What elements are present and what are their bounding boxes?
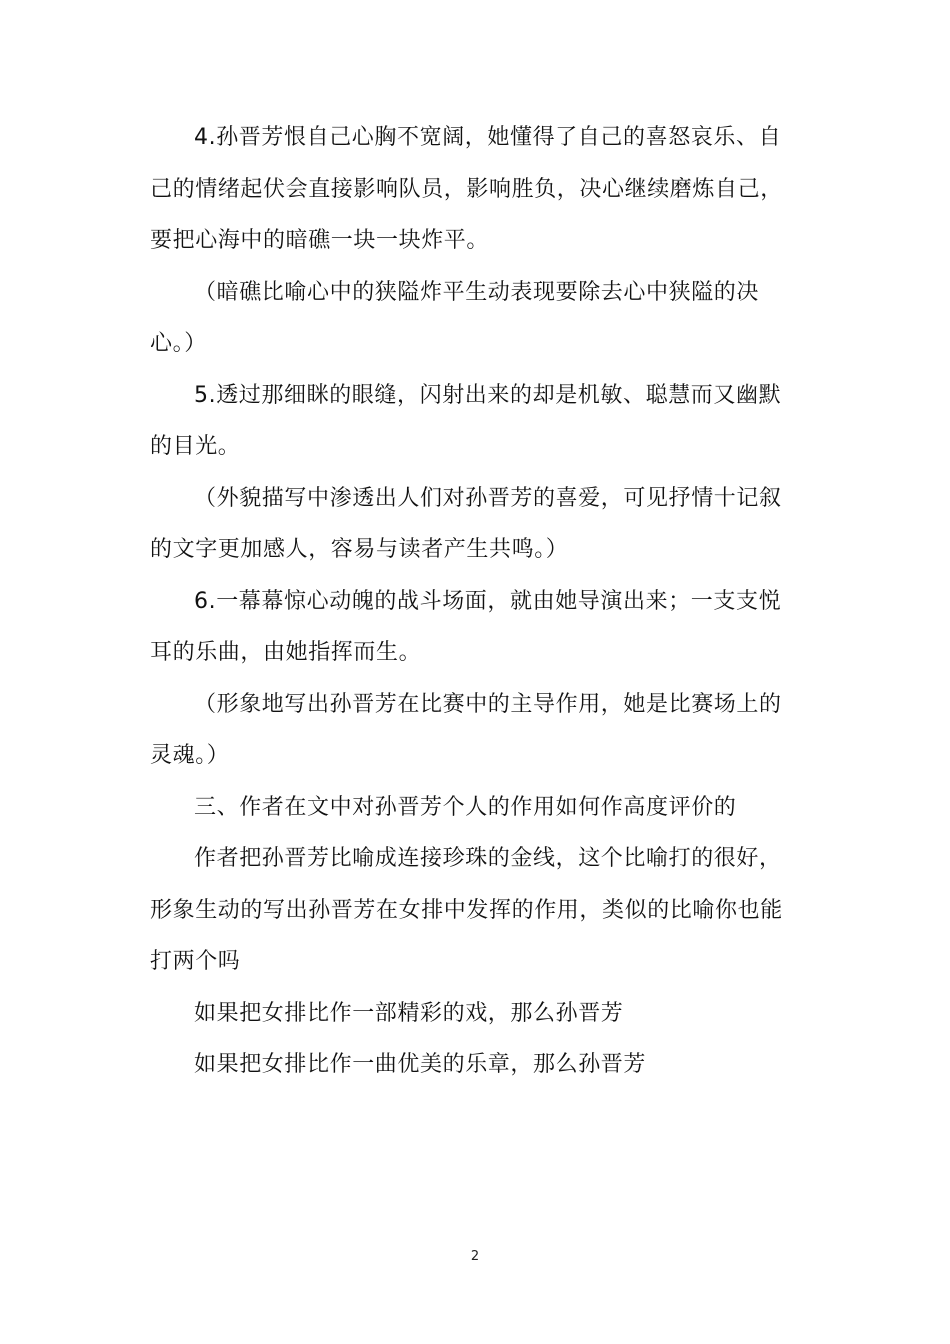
paragraph-question: 作者把孙晋芳比喻成连接珍珠的金线，这个比喻打的很好，形象生动的写出孙晋芳在女排中发挥的作用，类似的比喻你也能打两个吗 — [150, 846, 783, 974]
document-body — [150, 112, 800, 1091]
paragraph-item-4: 4.孙晋芳恨自己心胸不宽阔，她懂得了自己的喜怒哀乐、自己的情绪起伏会直接影响队员，影响胜负，决心继续磨炼自己，要把心海中的暗礁一块一块炸平。 — [150, 125, 783, 253]
paragraph-annotation-5: （外貌描写中渗透出人们对孙晋芳的喜爱，可见抒情十记叙的文字更加感人，容易与读者产生共鸣。） — [150, 485, 782, 562]
section-heading-3: 三、作者在文中对孙晋芳个人的作用如何作高度评价的 — [194, 794, 737, 820]
paragraph-item-5: 5.透过那细眯的眼缝，闪射出来的却是机敏、聪慧而又幽默的目光。 — [150, 382, 782, 459]
paragraph-metaphor-prompt-1: 如果把女排比作一部精彩的戏，那么孙晋芳 — [194, 1000, 624, 1026]
paragraph-annotation-4: （暗礁比喻心中的狭隘炸平生动表现要除去心中狭隘的决 — [194, 279, 760, 305]
paragraph-item-6: 6.一幕幕惊心动魄的战斗场面，就由她导演出来；一支支悦耳的乐曲，由她指挥而生。 — [150, 588, 782, 665]
paragraph-annotation-6: （形象地写出孙晋芳在比赛中的主导作用，她是比赛场上的灵魂。） — [150, 691, 782, 768]
paragraph-annotation-4-continued: 心。） — [150, 331, 207, 356]
paragraph-metaphor-prompt-2: 如果把女排比作一曲优美的乐章，那么孙晋芳 — [194, 1052, 647, 1077]
page-number: 2 — [470, 1249, 480, 1264]
